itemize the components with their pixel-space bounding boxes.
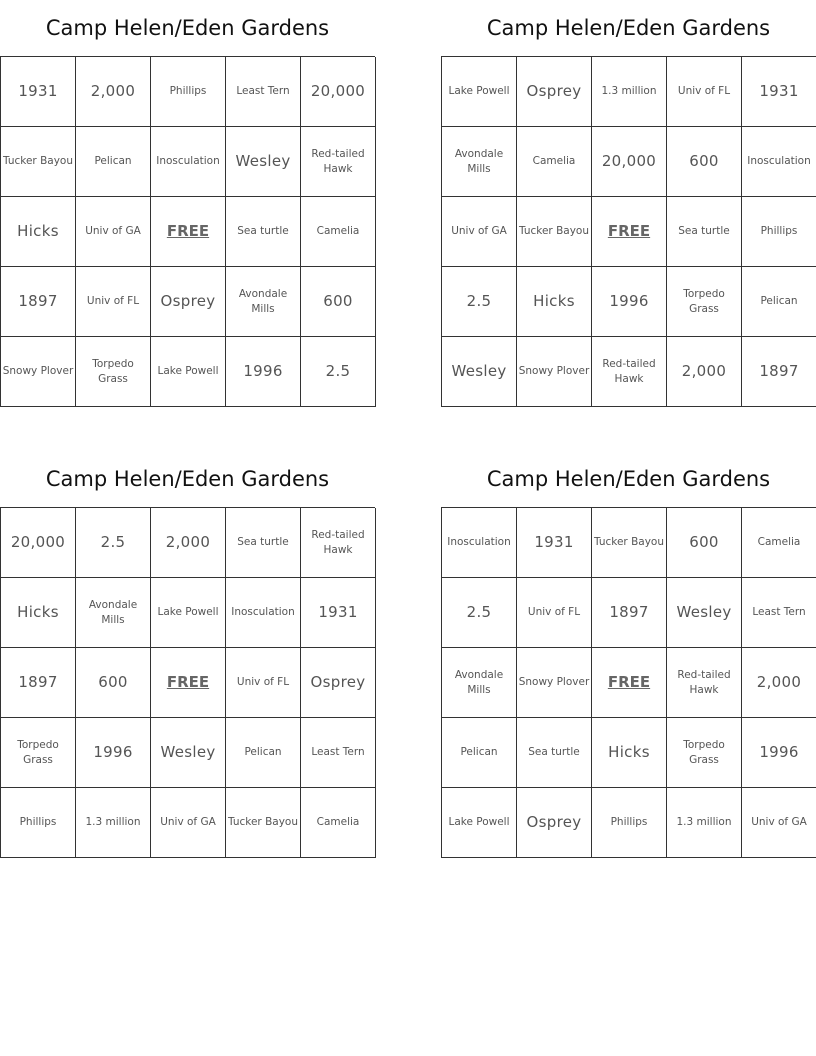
bingo-cell: Wesley: [442, 337, 517, 407]
bingo-cell: Hicks: [1, 197, 76, 267]
bingo-cell: Camelia: [301, 197, 376, 267]
bingo-cell: Red-tailed Hawk: [301, 508, 376, 578]
bingo-cell: Tucker Bayou: [1, 127, 76, 197]
bingo-cell: 1996: [76, 718, 151, 788]
bingo-cell: Univ of GA: [151, 788, 226, 858]
bingo-cell: Snowy Plover: [517, 337, 592, 407]
bingo-cell: Red-tailed Hawk: [301, 127, 376, 197]
bingo-cell: 2.5: [301, 337, 376, 407]
bingo-cell: Red-tailed Hawk: [667, 648, 742, 718]
bingo-cell: 20,000: [301, 57, 376, 127]
bingo-cell: Wesley: [151, 718, 226, 788]
free-space-cell: FREE: [592, 197, 667, 267]
bingo-cell: Univ of GA: [742, 788, 816, 858]
bingo-cell: Pelican: [76, 127, 151, 197]
bingo-cell: Phillips: [151, 57, 226, 127]
bingo-cell: 600: [667, 508, 742, 578]
free-space-cell: FREE: [592, 648, 667, 718]
bingo-cell: Sea turtle: [226, 508, 301, 578]
bingo-card-3: [0, 451, 375, 858]
bingo-cell: Inosculation: [742, 127, 816, 197]
bingo-cell: Torpedo Grass: [667, 718, 742, 788]
bingo-cell: Tucker Bayou: [592, 508, 667, 578]
bingo-cell: Sea turtle: [667, 197, 742, 267]
bingo-cell: Sea turtle: [517, 718, 592, 788]
bingo-cell: 1996: [226, 337, 301, 407]
bingo-grid: [0, 56, 375, 407]
bingo-cell: 20,000: [592, 127, 667, 197]
bingo-cell: Univ of FL: [517, 578, 592, 648]
bingo-cell: 1931: [301, 578, 376, 648]
bingo-cell: 2.5: [76, 508, 151, 578]
bingo-cell: Camelia: [742, 508, 816, 578]
bingo-card-2: [441, 0, 816, 407]
bingo-cell: Camelia: [517, 127, 592, 197]
bingo-cell: Univ of FL: [226, 648, 301, 718]
bingo-cell: 1.3 million: [76, 788, 151, 858]
bingo-cell: Lake Powell: [442, 57, 517, 127]
bingo-cell: Pelican: [226, 718, 301, 788]
bingo-grid: [0, 507, 375, 858]
bingo-cell: Osprey: [151, 267, 226, 337]
bingo-cell: 1996: [742, 718, 816, 788]
bingo-cell: 2.5: [442, 578, 517, 648]
bingo-cell: 1897: [592, 578, 667, 648]
bingo-cell: Hicks: [592, 718, 667, 788]
bingo-cell: 1931: [1, 57, 76, 127]
bingo-cell: 600: [667, 127, 742, 197]
card-title: Camp Helen/Eden Gardens: [486, 16, 771, 40]
bingo-cell: Snowy Plover: [517, 648, 592, 718]
bingo-cell: Lake Powell: [442, 788, 517, 858]
bingo-cell: Hicks: [1, 578, 76, 648]
bingo-cell: 1931: [517, 508, 592, 578]
bingo-cell: Red-tailed Hawk: [592, 337, 667, 407]
bingo-cell: Torpedo Grass: [76, 337, 151, 407]
bingo-cell: 2,000: [667, 337, 742, 407]
bingo-cell: Inosculation: [226, 578, 301, 648]
bingo-cell: Osprey: [517, 57, 592, 127]
bingo-cell: 1897: [1, 648, 76, 718]
bingo-cell: Avondale Mills: [226, 267, 301, 337]
bingo-cell: Snowy Plover: [1, 337, 76, 407]
bingo-cell: 2,000: [151, 508, 226, 578]
bingo-cell: Avondale Mills: [442, 127, 517, 197]
bingo-cell: 1897: [1, 267, 76, 337]
bingo-grid: [441, 507, 816, 858]
bingo-cell: 1.3 million: [667, 788, 742, 858]
bingo-cell: 20,000: [1, 508, 76, 578]
card-title: Camp Helen/Eden Gardens: [486, 467, 771, 491]
bingo-cell: 2.5: [442, 267, 517, 337]
bingo-cell: Pelican: [442, 718, 517, 788]
bingo-cell: Least Tern: [742, 578, 816, 648]
free-space-cell: FREE: [151, 197, 226, 267]
bingo-cell: Phillips: [592, 788, 667, 858]
bingo-cell: 2,000: [742, 648, 816, 718]
bingo-card-1: [0, 0, 375, 407]
bingo-cell: Tucker Bayou: [517, 197, 592, 267]
bingo-card-4: [441, 451, 816, 858]
bingo-cell: Least Tern: [226, 57, 301, 127]
bingo-cell: Phillips: [1, 788, 76, 858]
bingo-cell: Univ of FL: [667, 57, 742, 127]
bingo-cell: Univ of GA: [442, 197, 517, 267]
bingo-cell: 1897: [742, 337, 816, 407]
bingo-grid: [441, 56, 816, 407]
bingo-cell: Lake Powell: [151, 578, 226, 648]
bingo-cell: Torpedo Grass: [667, 267, 742, 337]
bingo-cell: Inosculation: [442, 508, 517, 578]
bingo-cell: Wesley: [226, 127, 301, 197]
bingo-cell: Avondale Mills: [76, 578, 151, 648]
bingo-cell: Hicks: [517, 267, 592, 337]
bingo-cell: Torpedo Grass: [1, 718, 76, 788]
bingo-cell: 600: [301, 267, 376, 337]
bingo-cell: Tucker Bayou: [226, 788, 301, 858]
bingo-cell: Inosculation: [151, 127, 226, 197]
bingo-cell: Lake Powell: [151, 337, 226, 407]
bingo-cell: 1931: [742, 57, 816, 127]
bingo-cell: Univ of GA: [76, 197, 151, 267]
bingo-cell: Wesley: [667, 578, 742, 648]
bingo-cell: 1.3 million: [592, 57, 667, 127]
bingo-cell: 1996: [592, 267, 667, 337]
bingo-cell: Least Tern: [301, 718, 376, 788]
bingo-cell: Avondale Mills: [442, 648, 517, 718]
bingo-cell: Sea turtle: [226, 197, 301, 267]
bingo-cell: 600: [76, 648, 151, 718]
card-title: Camp Helen/Eden Gardens: [45, 467, 330, 491]
bingo-cell: Osprey: [301, 648, 376, 718]
free-space-cell: FREE: [151, 648, 226, 718]
bingo-cell: Phillips: [742, 197, 816, 267]
bingo-cell: Osprey: [517, 788, 592, 858]
bingo-cell: Univ of FL: [76, 267, 151, 337]
bingo-cell: Pelican: [742, 267, 816, 337]
bingo-cell: Camelia: [301, 788, 376, 858]
bingo-cell: 2,000: [76, 57, 151, 127]
card-title: Camp Helen/Eden Gardens: [45, 16, 330, 40]
